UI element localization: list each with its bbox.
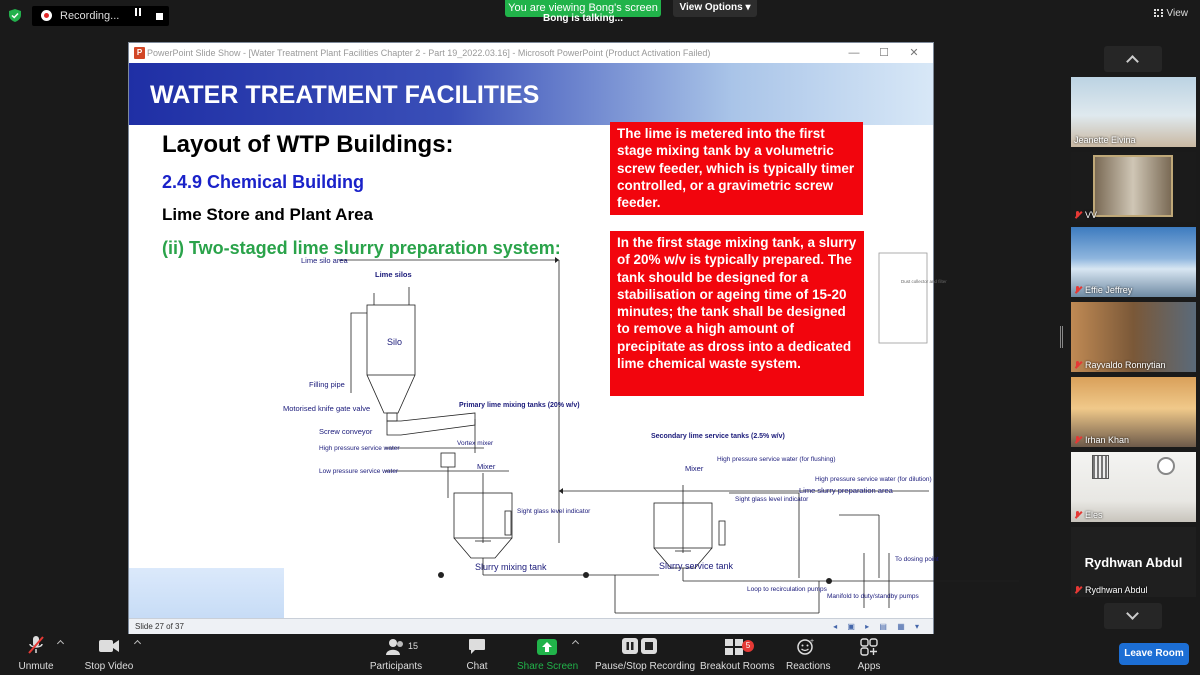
slide-banner-title: WATER TREATMENT FACILITIES [150,81,540,109]
wall-clock-icon [1157,457,1175,475]
diagram-label-knife-gate: Motorised knife gate valve [283,404,371,413]
meeting-top-bar [0,0,1200,30]
participants-count: 15 [408,641,419,651]
diagram-label-dosing-point: To dosing point [895,556,939,563]
diagram-label-sight-glass-1: Sight glass level indicator [517,508,591,515]
recording-label: Recording... [60,10,120,22]
breakout-rooms-icon [725,639,743,655]
participant-tile[interactable] [1071,77,1196,147]
security-shield-icon[interactable] [9,9,21,22]
slide-subheading: 2.4.9 Chemical Building [162,172,365,192]
participant-tile[interactable] [1071,302,1196,372]
participant-tile[interactable] [1071,527,1196,597]
diagram-label-manifold: Manifold to duty/standby pumps [827,593,919,600]
recording-control-label: Pause/Stop Recording [595,661,696,672]
ppt-status-bar [129,618,933,634]
grid-view-icon [1154,9,1163,17]
maximize-icon[interactable]: ☐ [879,47,889,59]
minimize-icon[interactable]: — [848,47,860,59]
diagram-label-filling-pipe: Filling pipe [309,380,345,389]
participants-button[interactable] [368,635,424,672]
svg-text:+: + [810,638,815,645]
participant-tile[interactable] [1071,227,1196,297]
diagram-label-hp-water: High pressure service water [319,445,400,452]
view-button[interactable] [1154,8,1189,19]
diagram-label-slurry-mixing-tank: Slurry mixing tank [475,562,547,572]
slide-section: Lime Store and Plant Area [162,205,373,224]
lime-slurry-process-diagram [279,253,947,618]
participants-icon [385,638,407,656]
recording-indicator [32,6,169,26]
participant-name: VV [1074,210,1097,220]
slide-system-title: (ii) Two-staged lime slurry preparation system: [162,238,561,258]
viewing-screen-banner: You are viewing Bong's screen [505,0,661,17]
diagram-label-primary-tanks: Primary lime mixing tanks (20% w/v) [459,402,580,409]
participant-name: Rayvaldo Ronnytian [1074,360,1166,370]
slide-canvas [129,63,947,618]
info-box-screw-feeder: The lime is metered into the first stage mixing tank by a volumetric screw feeder, which is typically timer controlled, or a gravimetric screw feeder. [610,122,863,215]
video-camera-icon [98,638,120,654]
apps-icon [860,638,878,656]
diagram-label-silo: Silo [387,337,403,347]
diagram-label-dust-collector: Dust collector and filter [901,279,947,284]
info-box-first-stage: In the first stage mixing tank, a slurry of 20% w/v is typically prepared. The tank should be designed for a stabilisation or ageing time of 15-20 minutes; the tank shall be designed to remove a high amount of precipitate as dross into a dedicated lime chemical waste system. [610,231,864,396]
participant-name: Rydhwan Abdul [1074,585,1148,595]
participant-tile[interactable] [1071,377,1196,447]
diagram-label-lime-silo-area: Lime silo area [301,256,348,265]
slide-decoration-rect [129,568,284,618]
record-dot-icon [41,10,52,21]
view-options-button[interactable]: View Options ▾ [673,0,757,17]
muted-mic-icon [27,635,45,655]
diagram-label-loop: Loop to recirculation pumps [747,586,827,593]
diagram-label-sight-glass-2: Sight glass level indicator [735,496,809,503]
view-label: View [1166,8,1188,19]
diagram-label-mixer-2: Mixer [685,464,704,473]
powerpoint-titlebar [129,43,933,63]
reactions-label: Reactions [786,661,831,672]
participant-video [1093,155,1173,217]
participant-name: Effie Jeffrey [1074,285,1132,295]
powerpoint-window [128,42,947,634]
diagram-label-lime-silos: Lime silos [375,270,412,279]
diagram-label-lp-water: Low pressure service water [319,468,399,475]
chat-bubble-icon [468,638,486,655]
share-screen-button[interactable] [517,635,579,672]
smiley-icon [797,638,815,656]
diagram-label-slurry-service-tank: Slurry service tank [659,561,734,571]
stop-video-label: Stop Video [84,661,134,672]
chat-label: Chat [466,661,488,672]
share-screen-label: Share Screen [517,661,579,672]
apps-button[interactable] [852,635,886,672]
participant-tile[interactable] [1071,452,1196,522]
scroll-up-button[interactable] [1104,46,1162,72]
participant-tile[interactable] [1071,152,1196,222]
muted-mic-icon [1074,511,1082,519]
stop-video-button[interactable] [84,635,134,672]
participant-name: Eles [1074,510,1103,520]
leave-room-button[interactable]: Leave Room [1119,643,1189,665]
audio-options-chevron-icon[interactable] [57,640,64,647]
chat-button[interactable] [462,635,492,672]
muted-mic-icon [1074,211,1082,219]
muted-mic-icon [1074,286,1082,294]
slide-nav-icons[interactable]: ◂ ▣ ▸ ▤ ▦ ▾ [833,622,923,631]
video-options-chevron-icon[interactable] [134,640,141,647]
share-screen-icon [537,639,557,655]
slide-heading: Layout of WTP Buildings: [162,131,454,158]
breakout-rooms-label: Breakout Rooms [700,661,775,672]
muted-mic-icon [1074,436,1082,444]
panel-resize-handle[interactable] [1060,326,1063,348]
wall-calendar [1092,455,1109,479]
muted-mic-icon [1074,586,1082,594]
participant-name: Jeanette Elvina [1074,135,1136,145]
diagram-label-mixer-1: Mixer [477,462,496,471]
apps-label: Apps [857,661,881,672]
unmute-button[interactable] [14,635,58,672]
diagram-label-hp-flush: High pressure service water (for flushing) [717,456,836,463]
slide-banner [129,63,933,125]
breakout-rooms-button[interactable] [700,635,775,672]
close-icon[interactable]: ✕ [909,47,919,59]
diagram-label-slurry-area: Lime slurry preparation area [799,486,893,495]
unmute-label: Unmute [18,661,54,672]
diagram-label-vortex-mixer: Vortex mixer [457,440,494,447]
scroll-down-button[interactable] [1104,603,1162,629]
diagram-label-hp-dilution: High pressure service water (for dilution) [815,476,932,483]
stop-recording-icon[interactable] [156,13,163,20]
muted-mic-icon [1074,361,1082,369]
window-title: PowerPoint Slide Show - [Water Treatment Plant Facilities Chapter 2 - Part 19_2022.03.16] - Microsoft PowerPoint (Product Activation Failed) [147,48,711,58]
powerpoint-logo-icon: P [134,47,145,59]
diagram-label-screw-conveyor: Screw conveyor [319,427,373,436]
participant-display-name: Rydhwan Abdul [1084,555,1183,570]
breakout-badge: 5 [742,640,754,652]
diagram-label-secondary-tanks: Secondary lime service tanks (2.5% w/v) [651,433,785,440]
slide-counter: Slide 27 of 37 [135,622,184,631]
participants-label: Participants [369,661,423,672]
pause-stop-icon [622,638,658,656]
view-options-label: View Options [679,2,743,13]
talking-indicator: Bong is talking... [542,13,623,24]
reactions-button[interactable] [786,635,831,672]
meeting-toolbar [0,633,1200,675]
participant-name: Irhan Khan [1074,435,1129,445]
pause-stop-recording-button[interactable] [595,635,696,672]
